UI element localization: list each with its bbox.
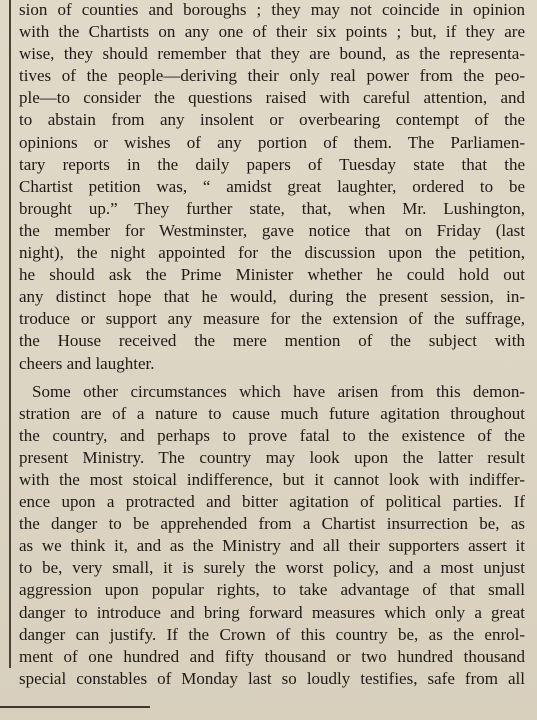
text-line: present Ministry. The country may look upon the latter result — [19, 447, 525, 467]
text-line: troduce or support any measure for the extension of the suffrage, — [19, 309, 525, 329]
text-line: to be, very small, it is surely the worst policy, and a most unjust — [19, 558, 525, 578]
text-line: danger can justify. If the Crown of this country be, as the enrol- — [19, 624, 525, 644]
text-line: Some other circumstances which have arisen from this demon- — [32, 381, 525, 401]
text-line: ence upon a protracted and bitter agitation of political parties. If — [19, 492, 525, 512]
column-divider-rule — [9, 0, 11, 668]
text-line: with the most stoical indifference, but it cannot look with indiffer- — [19, 469, 525, 489]
footer-rule — [0, 706, 150, 708]
text-line: ple—to consider the questions raised with careful attention, and — [19, 88, 525, 108]
text-line: cheers and laughter. — [19, 353, 155, 373]
text-line: the House received the mere mention of the subject with — [19, 331, 525, 351]
paragraph-1 — [19, 0, 525, 375]
text-line: the danger to be apprehended from a Chartist insurrection be, as — [19, 514, 525, 534]
text-line: danger to introduce and bring forward measures which only a great — [19, 602, 525, 622]
text-line: any distinct hope that he would, during the present session, in- — [19, 287, 525, 307]
text-line: tary reports in the daily papers of Tuesday state that the — [19, 154, 525, 174]
text-line: tives of the people—deriving their only real power from the peo- — [19, 66, 525, 86]
text-line: night), the night appointed for the discussion upon the petition, — [19, 243, 525, 263]
text-line: opinions or wishes of any portion of them. The Parliamen- — [19, 132, 525, 152]
paragraph-2 — [19, 381, 525, 690]
text-line: he should ask the Prime Minister whether he could hold out — [19, 265, 525, 285]
text-line: the country, and perhaps to prove fatal to the existence of the — [19, 425, 525, 445]
text-line: wise, they should remember that they are bound, as the representa- — [19, 44, 525, 64]
text-line: stration are of a nature to cause much future agitation throughout — [19, 403, 525, 423]
text-line: aggression upon popular rights, to take advantage of that small — [19, 580, 525, 600]
text-line: Chartist petition was, “ amidst great laughter, ordered to be — [19, 176, 525, 196]
article-text — [19, 0, 525, 690]
text-line: brought up.” They further state, that, when Mr. Lushington, — [19, 198, 525, 218]
text-line: ment of one hundred and fifty thousand or two hundred thousand — [19, 646, 525, 666]
text-line: to abstain from any insolent or overbearing contempt of the — [19, 110, 525, 130]
text-line: with the Chartists on any one of their six points ; but, if they are — [19, 22, 525, 42]
text-line: as we think it, and as the Ministry and all their supporters assert it — [19, 536, 525, 556]
text-line: special constables of Monday last so loudly testifies, safe from all — [19, 668, 525, 688]
text-line: the member for Westminster, gave notice that on Friday (last — [19, 220, 525, 240]
text-line: sion of counties and boroughs ; they may not coincide in opinion — [19, 0, 525, 19]
